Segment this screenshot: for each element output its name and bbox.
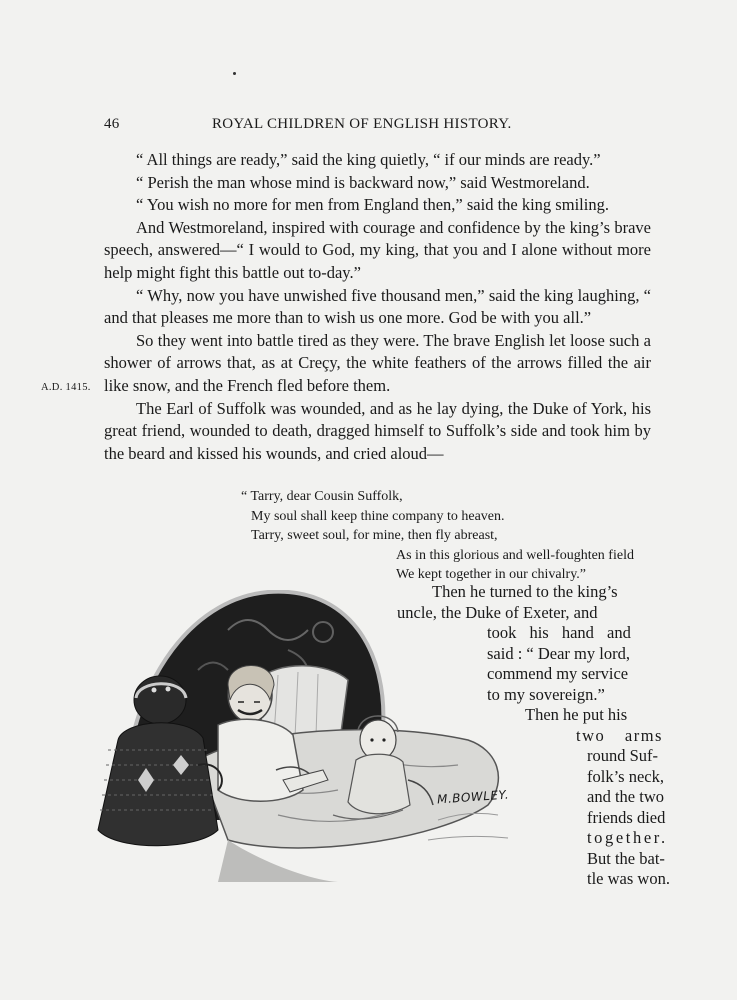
- side-line: tle was won.: [587, 869, 670, 888]
- paragraph: “ You wish no more for men from England then,” said the king smiling.: [136, 195, 609, 215]
- side-line: took his hand and: [487, 623, 631, 642]
- paragraph: “ Perish the man whose mind is backward now,” said Westmoreland.: [136, 172, 590, 192]
- side-line: to my sovereign.”: [487, 685, 605, 704]
- side-line: and the two: [587, 787, 664, 806]
- verse-line: We kept together in our chivalry.”: [396, 567, 587, 582]
- paragraph: “ Why, now you have unwished five thousand men,” said the king laughing, “ and that pleases me more than to wish us one more. God be with you all.”: [104, 285, 651, 328]
- margin-note-date: A.D. 1415.: [41, 382, 91, 393]
- verse-line: “ Tarry, dear Cousin Suffolk,: [241, 489, 403, 504]
- running-title: ROYAL CHILDREN OF ENGLISH HISTORY.: [212, 116, 512, 132]
- verse-line: My soul shall keep thine company to heaven.: [251, 508, 505, 524]
- body-text: [104, 149, 651, 465]
- verse-line: Tarry, sweet soul, for mine, then fly abreast,: [251, 528, 498, 543]
- side-line: two arms: [576, 726, 663, 745]
- side-line: round Suf-: [587, 746, 659, 765]
- engraving-illustration: [78, 590, 538, 885]
- side-line: friends died: [587, 808, 666, 827]
- side-line: together.: [587, 828, 668, 847]
- side-line: commend my service: [487, 664, 629, 683]
- paragraph: “ All things are ready,” said the king quietly, “ if our minds are ready.”: [136, 150, 601, 169]
- side-line: Then he turned to the king’s: [432, 582, 618, 601]
- side-line: Then he put his: [525, 705, 628, 724]
- print-speck: [233, 72, 236, 75]
- side-line: uncle, the Duke of Exeter, and: [397, 603, 598, 622]
- paragraph: The Earl of Suffolk was wounded, and as he lay dying, the Duke of York, his great friend, wounded to death, dragged himself to Suffolk’s side and took him by the beard and kissed his wounds, and cried aloud—: [104, 398, 651, 463]
- artist-signature: M.BOWLEY.: [436, 787, 510, 807]
- side-line: folk’s neck,: [587, 767, 664, 786]
- verse-line: As in this glorious and well-foughten field: [396, 547, 634, 563]
- dying-knights-engraving: [78, 590, 538, 885]
- paragraph: And Westmoreland, inspired with courage and confidence by the king’s brave speech, answered—“ I would to God, my king, that you and I alone without more help might fight this battle out to-day.”: [104, 217, 651, 282]
- paragraph: So they went into battle tired as they were. The brave English let loose such a shower of arrows that, as at Creçy, the white feathers of the arrows filled the air like snow, and the French fled before them.: [104, 330, 651, 395]
- side-line: said : “ Dear my lord,: [487, 644, 630, 663]
- side-line: But the bat-: [587, 849, 665, 868]
- page-number: 46: [104, 116, 120, 132]
